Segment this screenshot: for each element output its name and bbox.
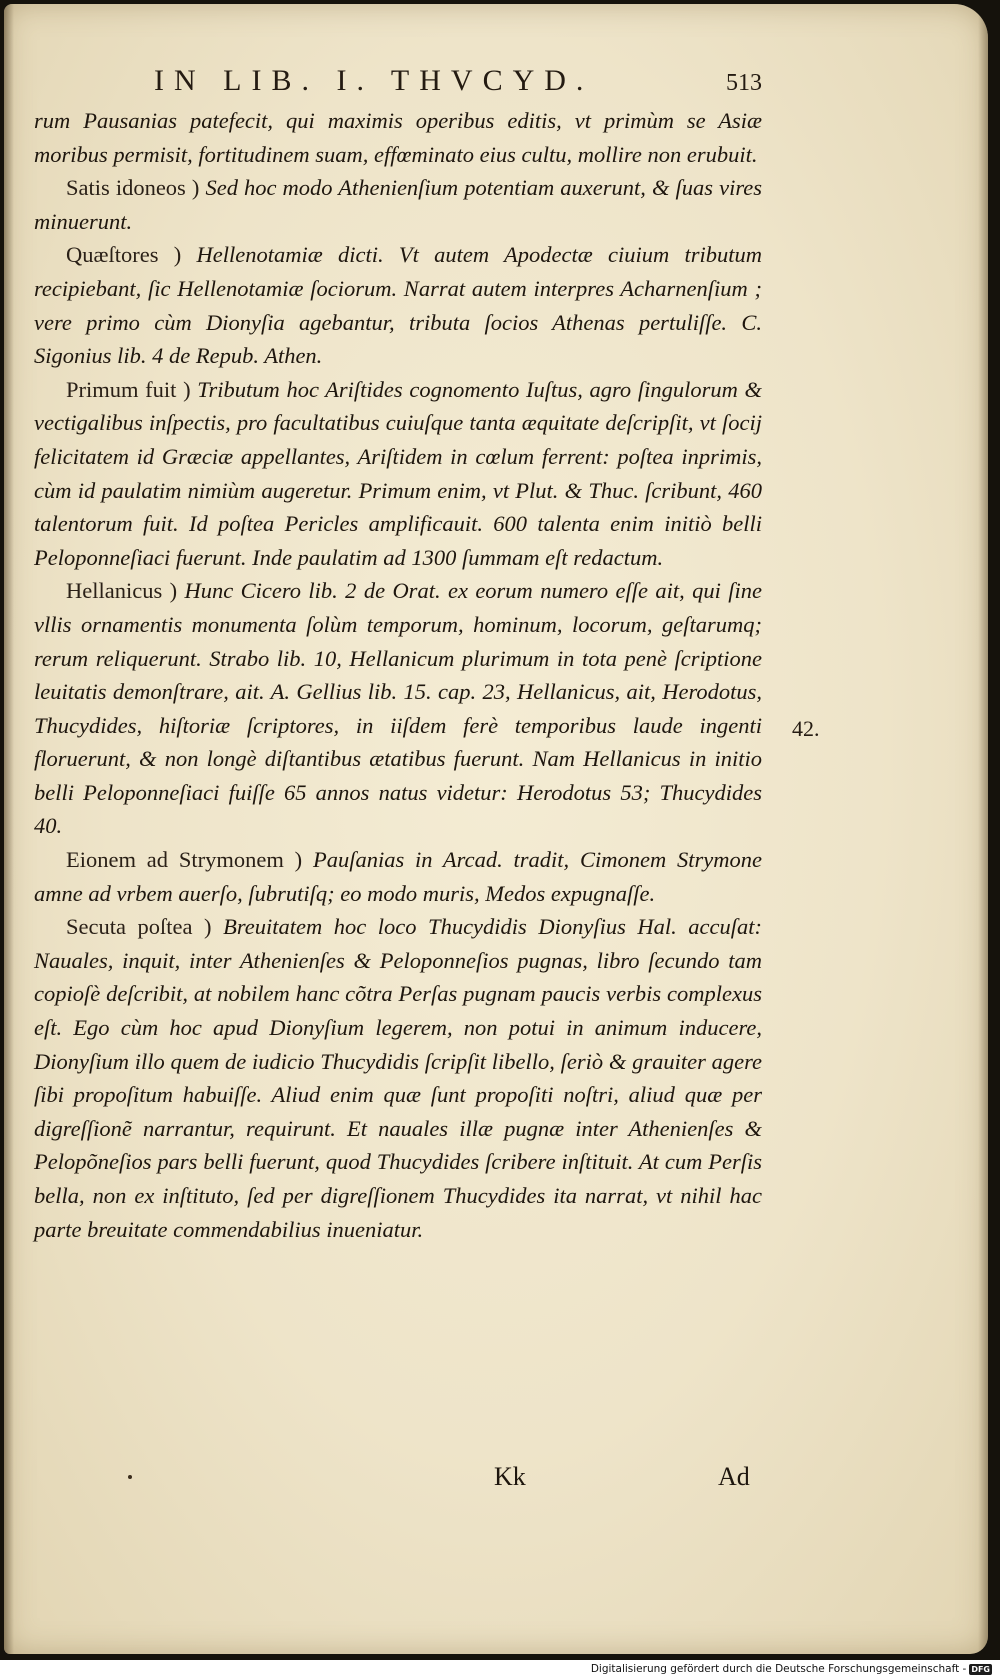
paragraph-entry [34, 373, 762, 575]
paragraph-text: Pauſanias in Arcad. tradit, Cimonem Strymone amne ad vrbem auerſo, ſubrutiſq; eo modo muris, Medos expugnaſſe. [34, 847, 763, 906]
paragraph-entry [34, 238, 762, 372]
lemma: Secuta poſtea ) [66, 914, 212, 940]
dfg-logo: DFG [971, 1664, 990, 1674]
paragraph-text: Hellenotamiæ dicti. Vt autem Apodectæ ciuium tributum recipiebant, ſic Hellenotamiæ ſociorum. Narrat autem interpres Acharnenſium ; vere primo cùm Dionyſia agebantur, tributa ſocios Athenas pertuliſſe. C. Sigonius lib. 4 de Repub. Athen. [34, 242, 762, 369]
margin-note: 42. [792, 716, 820, 741]
commentary-text [34, 104, 762, 1246]
paragraph-text: Hunc Cicero lib. 2 de Orat. ex eorum numero eſſe ait, qui ſine vllis ornamentis monumenta ſolùm temporum, hominum, locorum, geſtarumq; rerum reliquerunt. Strabo lib. 10, Hellanicum plurimum in tota penè ſcriptione leuitatis demonſtrare, ait. A. Gellius lib. 15. cap. 23, Hellanicus, ait, Herodotus, Thucydides, hiſtoriæ ſcriptores, in iiſdem ferè temporibus laude ingenti floruerunt, & non longè diſtantibus ætatibus fuerunt. Nam Hellanicus in initio belli Peloponneſiaci fuiſſe 65 annos natus videtur: Herodotus 53; Thucydides 40. [34, 578, 762, 839]
page-gutter-shadow [4, 4, 14, 1654]
lemma: Primum fuit ) [66, 376, 191, 402]
digitization-credit [591, 1663, 992, 1675]
page-number: 513 [726, 70, 762, 96]
book-page [4, 4, 988, 1654]
paragraph-entry [34, 910, 762, 1246]
paragraph-text: Tributum hoc Ariſtides cognomento Iuſtus, agro ſingulorum & vectigalibus inſpectis, pro facultatibus cuiuſque tanta æquitate deſcripſit, vt ſocij felicitatem id Græciæ appellantes, Ariſtidem in cœlum ferrent: poſtea inprimis, cùm id paulatim nimiùm augeretur. Primum enim, vt Plut. & Thuc. ſcribunt, 460 talentorum fuit. Id poſtea Pericles amplificauit. 600 talenta enim initiò belli Peloponneſiaci fuerunt. Inde paulatim ad 1300 ſummam eſt redactum. [34, 376, 763, 570]
paragraph-text: Sed hoc modo Athenienſium potentiam auxerunt, & ſuas vires minuerunt. [34, 175, 763, 234]
signature-mark: Kk [494, 1462, 526, 1491]
lemma: Hellanicus ) [66, 578, 178, 604]
paragraph-entry [34, 574, 762, 843]
page-edge-shadow [978, 4, 988, 1654]
paragraph-entry [34, 843, 762, 910]
lemma: Quæſtores ) [66, 242, 182, 268]
catchword: Ad [718, 1462, 750, 1491]
lemma: Satis idoneos ) [66, 175, 200, 201]
paragraph-text: rum Pausanias patefecit, qui maximis operibus editis, vt primùm se Asiæ moribus permisit, fortitudinem suam, effœminato eius cultu, mollire non erubuit. [34, 108, 762, 167]
paragraph-text: Breuitatem hoc loco Thucydidis Dionyſius Hal. accuſat: Nauales, inquit, inter Athenienſes & Peloponneſios pugnas, libro ſecundo tam copioſè deſcribit, at nobilem hanc cõtra Perſas pugnam paucis verbis complexus eſt. Ego cùm hoc apud Dionyſium legerem, non potui in animum inducere, Dionyſium illo quem de iudicio Thucydidis ſcripſit libello, ſeriò & grauiter agere ſibi propoſitum habuiſſe. Aliud enim quæ ſunt propoſiti noſtri, aliud quæ per digreſſionẽ narrantur, requirunt. Et nauales illæ pugnæ inter Athenienſes & Pelopõneſios pars belli fuerunt, quod Thucydides ſcribere inſtituit. At cum Perſis bella, non ex inſtituto, ſed per digreſſionem Thucydides ita narrat, vt nihil hac parte breuitate commendabilius inueniatur. [34, 914, 763, 1242]
ink-dot [128, 1475, 132, 1479]
paragraph-entry [34, 171, 762, 238]
credit-text: Digitalisierung gefördert durch die Deutsche Forschungsgemeinschaft - [590, 1663, 967, 1675]
running-head: IN LIB. I. THVCYD. [154, 64, 594, 97]
paragraph-continuation [34, 104, 762, 171]
lemma: Eionem ad Strymonem ) [66, 847, 303, 873]
